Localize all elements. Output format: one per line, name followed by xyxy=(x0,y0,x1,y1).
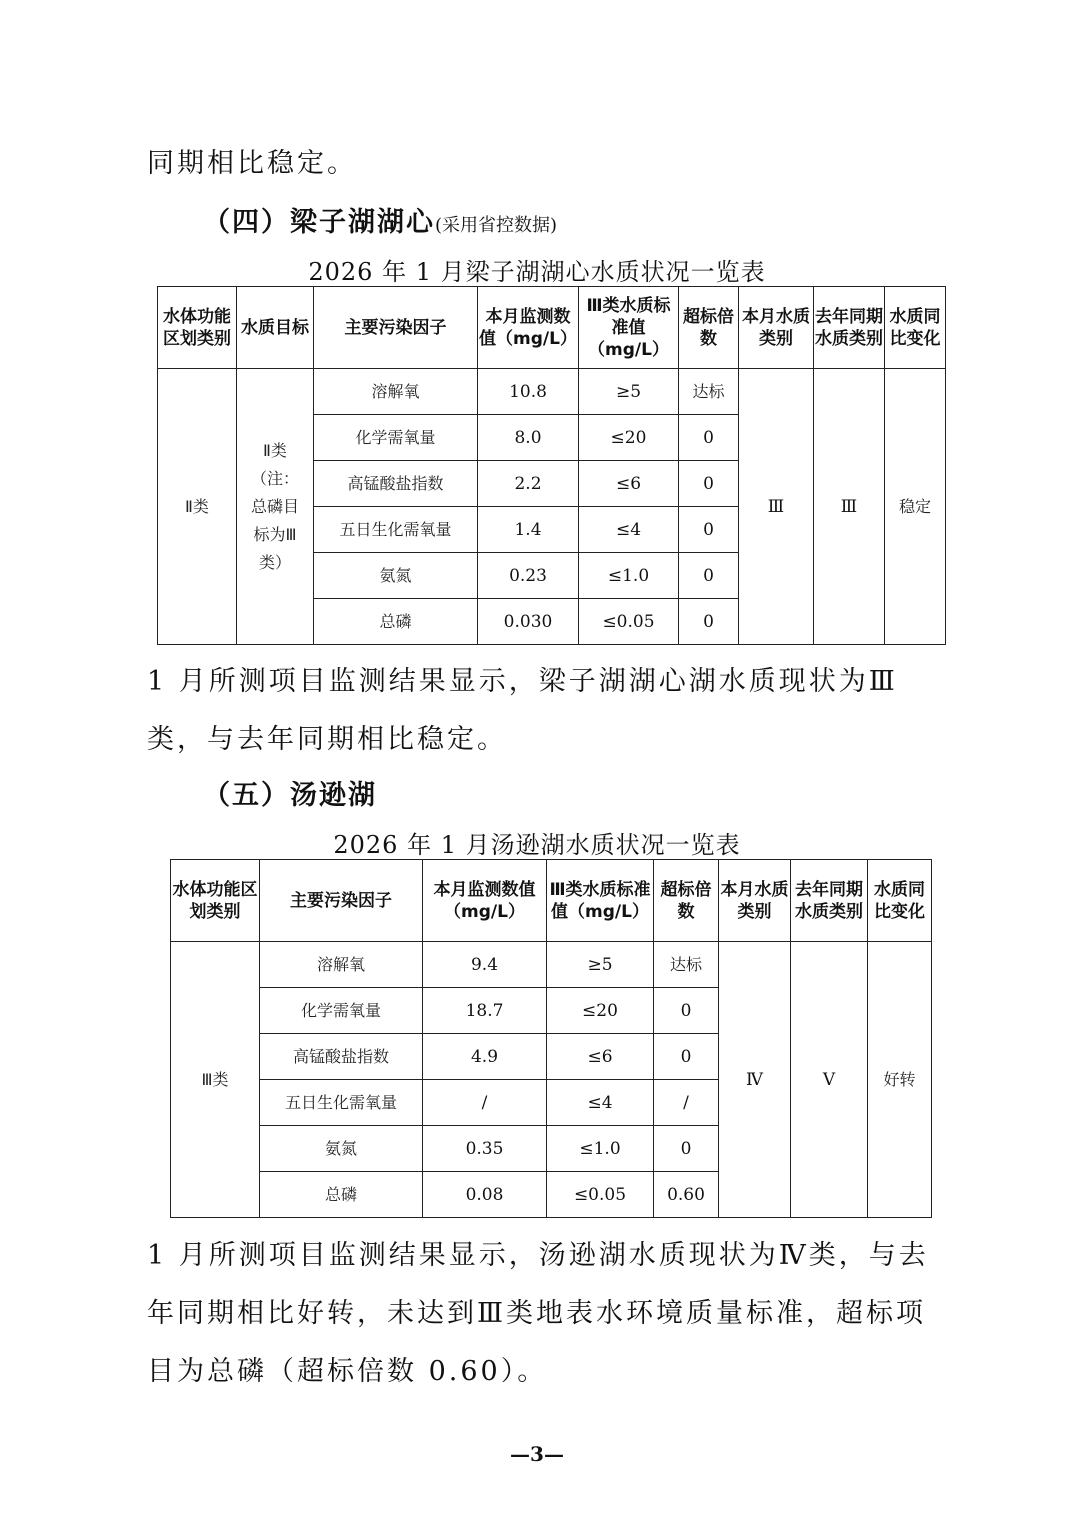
exceed-cell: 0 xyxy=(679,599,739,645)
factor-cell: 总磷 xyxy=(314,599,478,645)
current-class-cell: Ⅳ xyxy=(719,942,791,1218)
value-cell: 0.08 xyxy=(423,1172,547,1218)
table-row xyxy=(171,942,932,988)
exceed-cell: 达标 xyxy=(654,942,719,988)
factor-cell: 高锰酸盐指数 xyxy=(314,461,478,507)
exceed-cell: 0 xyxy=(679,415,739,461)
exceed-cell: / xyxy=(654,1080,719,1126)
last-year-class-cell: Ⅴ xyxy=(791,942,868,1218)
section4-table xyxy=(157,286,946,645)
standard-cell: ≤0.05 xyxy=(579,599,679,645)
table-header-row xyxy=(158,287,946,369)
function-class-cell: Ⅲ类 xyxy=(171,942,260,1218)
standard-cell: ≤6 xyxy=(579,461,679,507)
header-cell: 水体功能区划类别 xyxy=(171,860,260,942)
header-cell: 主要污染因子 xyxy=(260,860,423,942)
value-cell: 18.7 xyxy=(423,988,547,1034)
exceed-cell: 达标 xyxy=(679,369,739,415)
standard-cell: ≤1.0 xyxy=(579,553,679,599)
standard-cell: ≥5 xyxy=(547,942,654,988)
last-year-class-cell: Ⅲ xyxy=(814,369,885,645)
factor-cell: 氨氮 xyxy=(314,553,478,599)
exceed-cell: 0 xyxy=(679,461,739,507)
factor-cell: 五日生化需氧量 xyxy=(314,507,478,553)
section5-table-caption: 2026 年 1 月汤逊湖水质状况一览表 xyxy=(333,831,741,859)
header-cell: 去年同期水质类别 xyxy=(791,860,868,942)
section5-summary: 1 月所测项目监测结果显示，汤逊湖水质现状为Ⅳ类，与去年同期相比好转，未达到Ⅲ类地表水环境质量标准，超标项目为总磷（超标倍数 0.60）。 xyxy=(147,1240,929,1387)
standard-cell: ≥5 xyxy=(579,369,679,415)
header-cell: 超标倍数 xyxy=(679,287,739,369)
factor-cell: 高锰酸盐指数 xyxy=(260,1034,423,1080)
header-cell: 去年同期水质类别 xyxy=(814,287,885,369)
standard-cell: ≤4 xyxy=(579,507,679,553)
intro-paragraph-tail: 同期相比稳定。 xyxy=(147,148,357,179)
standard-cell: ≤6 xyxy=(547,1034,654,1080)
value-cell: / xyxy=(423,1080,547,1126)
value-cell: 9.4 xyxy=(423,942,547,988)
current-class-cell: Ⅲ xyxy=(739,369,814,645)
factor-cell: 氨氮 xyxy=(260,1126,423,1172)
header-cell: 水质同比变化 xyxy=(868,860,932,942)
function-class-cell: Ⅱ类 xyxy=(158,369,237,645)
factor-cell: 溶解氧 xyxy=(314,369,478,415)
factor-cell: 化学需氧量 xyxy=(314,415,478,461)
header-cell: 超标倍数 xyxy=(654,860,719,942)
change-cell: 好转 xyxy=(868,942,932,1218)
section4-heading-title: （四）梁子湖湖心 xyxy=(203,207,435,238)
section5-table xyxy=(170,859,932,1218)
header-cell: Ⅲ类水质标准值（mg/L） xyxy=(547,860,654,942)
header-cell: 本月水质类别 xyxy=(719,860,791,942)
exceed-cell: 0 xyxy=(654,1126,719,1172)
exceed-cell: 0 xyxy=(679,507,739,553)
value-cell: 0.35 xyxy=(423,1126,547,1172)
standard-cell: ≤0.05 xyxy=(547,1172,654,1218)
header-cell: Ⅲ类水质标准值（mg/L） xyxy=(579,287,679,369)
exceed-cell: 0 xyxy=(654,1034,719,1080)
standard-cell: ≤4 xyxy=(547,1080,654,1126)
factor-cell: 五日生化需氧量 xyxy=(260,1080,423,1126)
target-cell: Ⅱ类（注：总磷目标为Ⅲ类） xyxy=(237,369,314,645)
value-cell: 0.23 xyxy=(478,553,579,599)
standard-cell: ≤20 xyxy=(579,415,679,461)
standard-cell: ≤1.0 xyxy=(547,1126,654,1172)
standard-cell: ≤20 xyxy=(547,988,654,1034)
value-cell: 0.030 xyxy=(478,599,579,645)
factor-cell: 总磷 xyxy=(260,1172,423,1218)
header-cell: 本月监测数值（mg/L） xyxy=(423,860,547,942)
header-cell: 本月水质类别 xyxy=(739,287,814,369)
table-header-row xyxy=(171,860,932,942)
exceed-cell: 0 xyxy=(654,988,719,1034)
section4-heading xyxy=(203,200,557,239)
header-cell: 水质同比变化 xyxy=(885,287,946,369)
change-cell: 稳定 xyxy=(885,369,946,645)
header-cell: 本月监测数值（mg/L） xyxy=(478,287,579,369)
value-cell: 8.0 xyxy=(478,415,579,461)
section4-table-caption: 2026 年 1 月梁子湖湖心水质状况一览表 xyxy=(308,258,766,286)
section4-summary: 1 月所测项目监测结果显示，梁子湖湖心湖水质现状为Ⅲ类，与去年同期相比稳定。 xyxy=(147,666,898,755)
factor-cell: 溶解氧 xyxy=(260,942,423,988)
section4-heading-note: (采用省控数据) xyxy=(435,215,558,236)
exceed-cell: 0.60 xyxy=(654,1172,719,1218)
value-cell: 2.2 xyxy=(478,461,579,507)
table-row xyxy=(158,369,946,415)
section5-heading: （五）汤逊湖 xyxy=(203,780,377,811)
header-cell: 水质目标 xyxy=(237,287,314,369)
value-cell: 4.9 xyxy=(423,1034,547,1080)
header-cell: 水体功能区划类别 xyxy=(158,287,237,369)
page-number: —3— xyxy=(510,1442,564,1466)
factor-cell: 化学需氧量 xyxy=(260,988,423,1034)
value-cell: 10.8 xyxy=(478,369,579,415)
header-cell: 主要污染因子 xyxy=(314,287,478,369)
value-cell: 1.4 xyxy=(478,507,579,553)
exceed-cell: 0 xyxy=(679,553,739,599)
